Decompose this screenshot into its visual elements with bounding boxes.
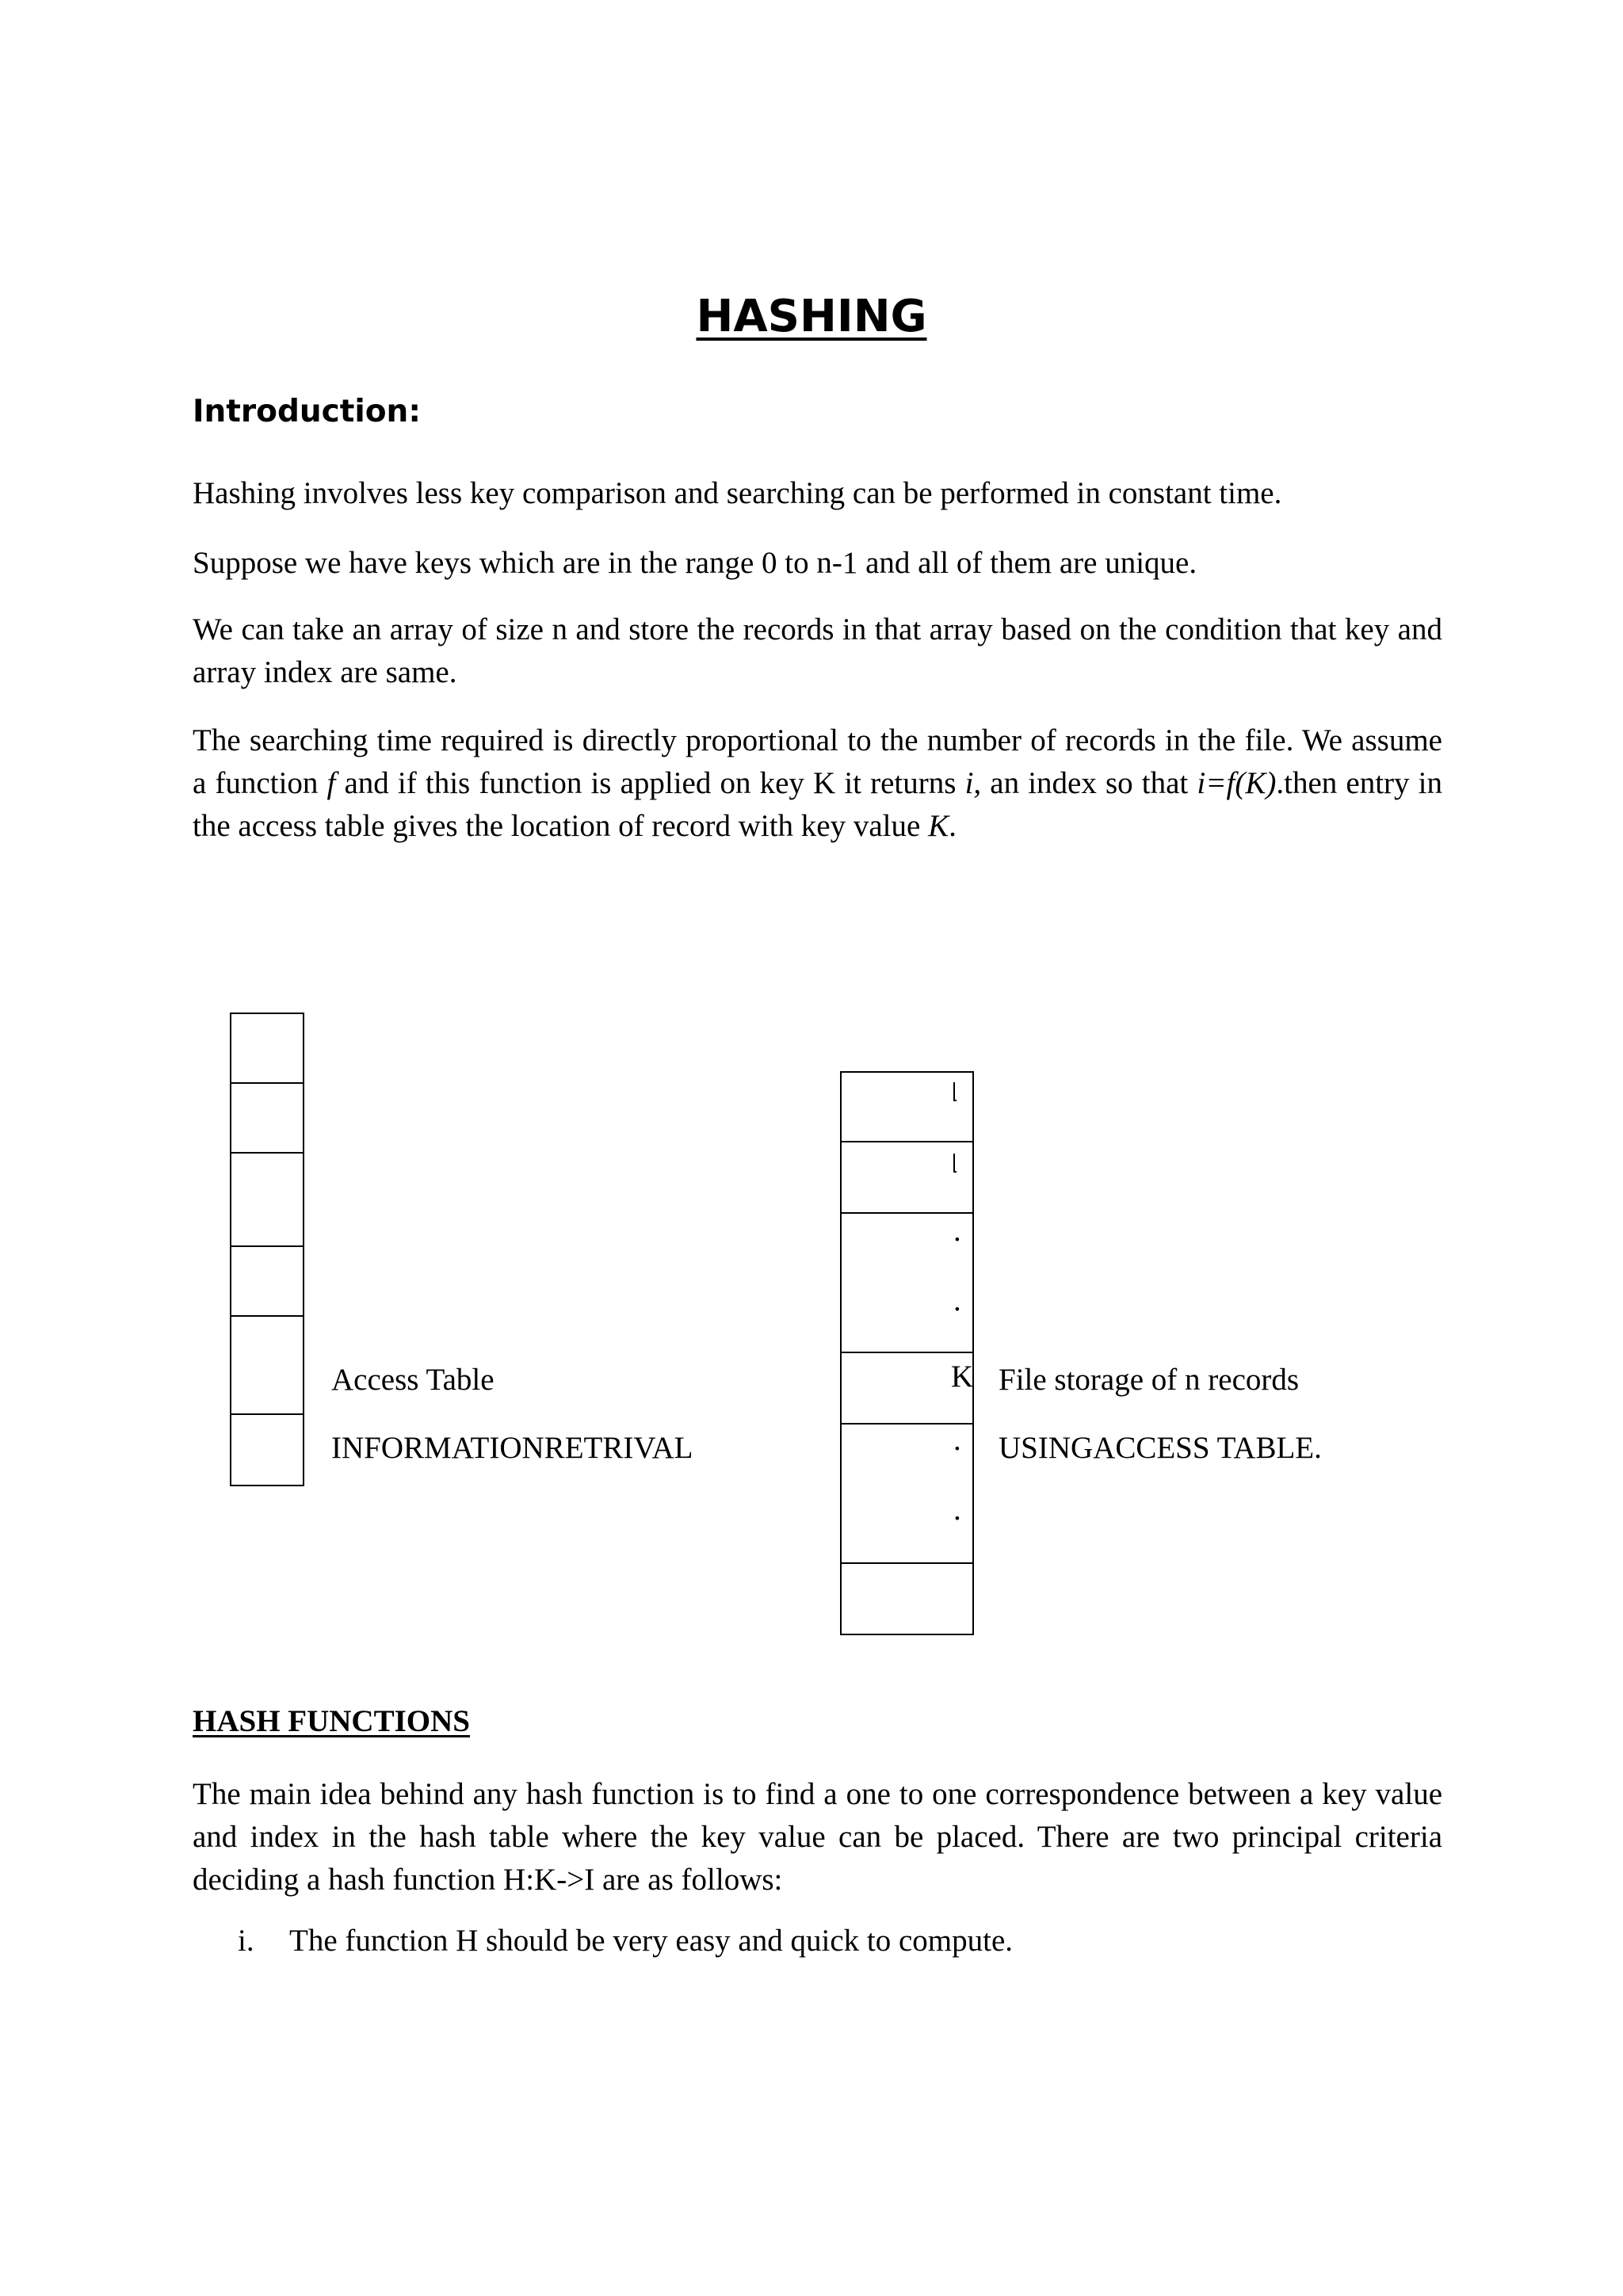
access-table-caption: INFORMATIONRETRIVAL bbox=[331, 1431, 693, 1465]
intro-paragraph-4 bbox=[193, 719, 1442, 848]
intro-paragraph-2: Suppose we have keys which are in the range 0 to n-1 and all of them are unique. bbox=[193, 546, 1197, 580]
file-storage-label: File storage of n records bbox=[999, 1363, 1300, 1397]
list-marker: i. bbox=[238, 1924, 254, 1958]
p4-index-i: i, bbox=[964, 766, 982, 800]
access-table-diagram bbox=[230, 1013, 304, 1486]
p4-key-K: K bbox=[928, 809, 949, 843]
missing-glyph-icon bbox=[953, 1082, 957, 1101]
access-table-cell bbox=[231, 1415, 303, 1485]
list-item bbox=[238, 1925, 1013, 1956]
ellipsis-dot: . bbox=[953, 1493, 961, 1527]
access-table-cell bbox=[231, 1247, 303, 1317]
p4-text-3: an index so that bbox=[981, 766, 1197, 800]
file-storage-caption: USINGACCESS TABLE. bbox=[999, 1431, 1322, 1465]
access-table-label: Access Table bbox=[331, 1363, 495, 1397]
access-table-cell bbox=[231, 1154, 303, 1247]
ellipsis-dot: . bbox=[953, 1283, 961, 1318]
p4-text-2: and if this function is applied on key K it returns bbox=[335, 766, 965, 800]
p4-formula: i=f(K) bbox=[1197, 766, 1277, 800]
file-storage-key-k: K bbox=[951, 1360, 974, 1394]
access-table-cell bbox=[231, 1317, 303, 1415]
p4-text-5: . bbox=[949, 809, 957, 843]
access-table-cell bbox=[231, 1014, 303, 1084]
missing-glyph-icon bbox=[953, 1154, 957, 1173]
hash-functions-heading: HASH FUNCTIONS bbox=[193, 1704, 470, 1738]
list-item-text: The function H should be very easy and quick to compute. bbox=[289, 1924, 1014, 1958]
access-table-cell bbox=[231, 1084, 303, 1154]
hash-functions-paragraph: The main idea behind any hash function is to find a one to one correspondence between a key value and index in the hash table where the key value can be placed. There are two principal criteria deciding a hash function H:K->I are as follows: bbox=[193, 1777, 1442, 1897]
ellipsis-dot: . bbox=[953, 1423, 961, 1457]
intro-paragraph-1: Hashing involves less key comparison and searching can be performed in constant time. bbox=[193, 476, 1282, 510]
p4-text-4: .then entry in the access table gives the location of record with key value bbox=[193, 766, 1442, 843]
p4-text-1: The searching time required is directly proportional to the number of records in the file. We assume a function bbox=[193, 723, 1442, 800]
ellipsis-dot: . bbox=[953, 1214, 961, 1248]
page-title: HASHING bbox=[696, 291, 927, 342]
file-storage-cell bbox=[842, 1564, 972, 1634]
p4-function-f: f bbox=[327, 766, 336, 800]
intro-paragraph-3: We can take an array of size n and store the records in that array based on the condition that key and array index are same. bbox=[193, 612, 1442, 689]
introduction-heading: Introduction: bbox=[193, 394, 421, 429]
